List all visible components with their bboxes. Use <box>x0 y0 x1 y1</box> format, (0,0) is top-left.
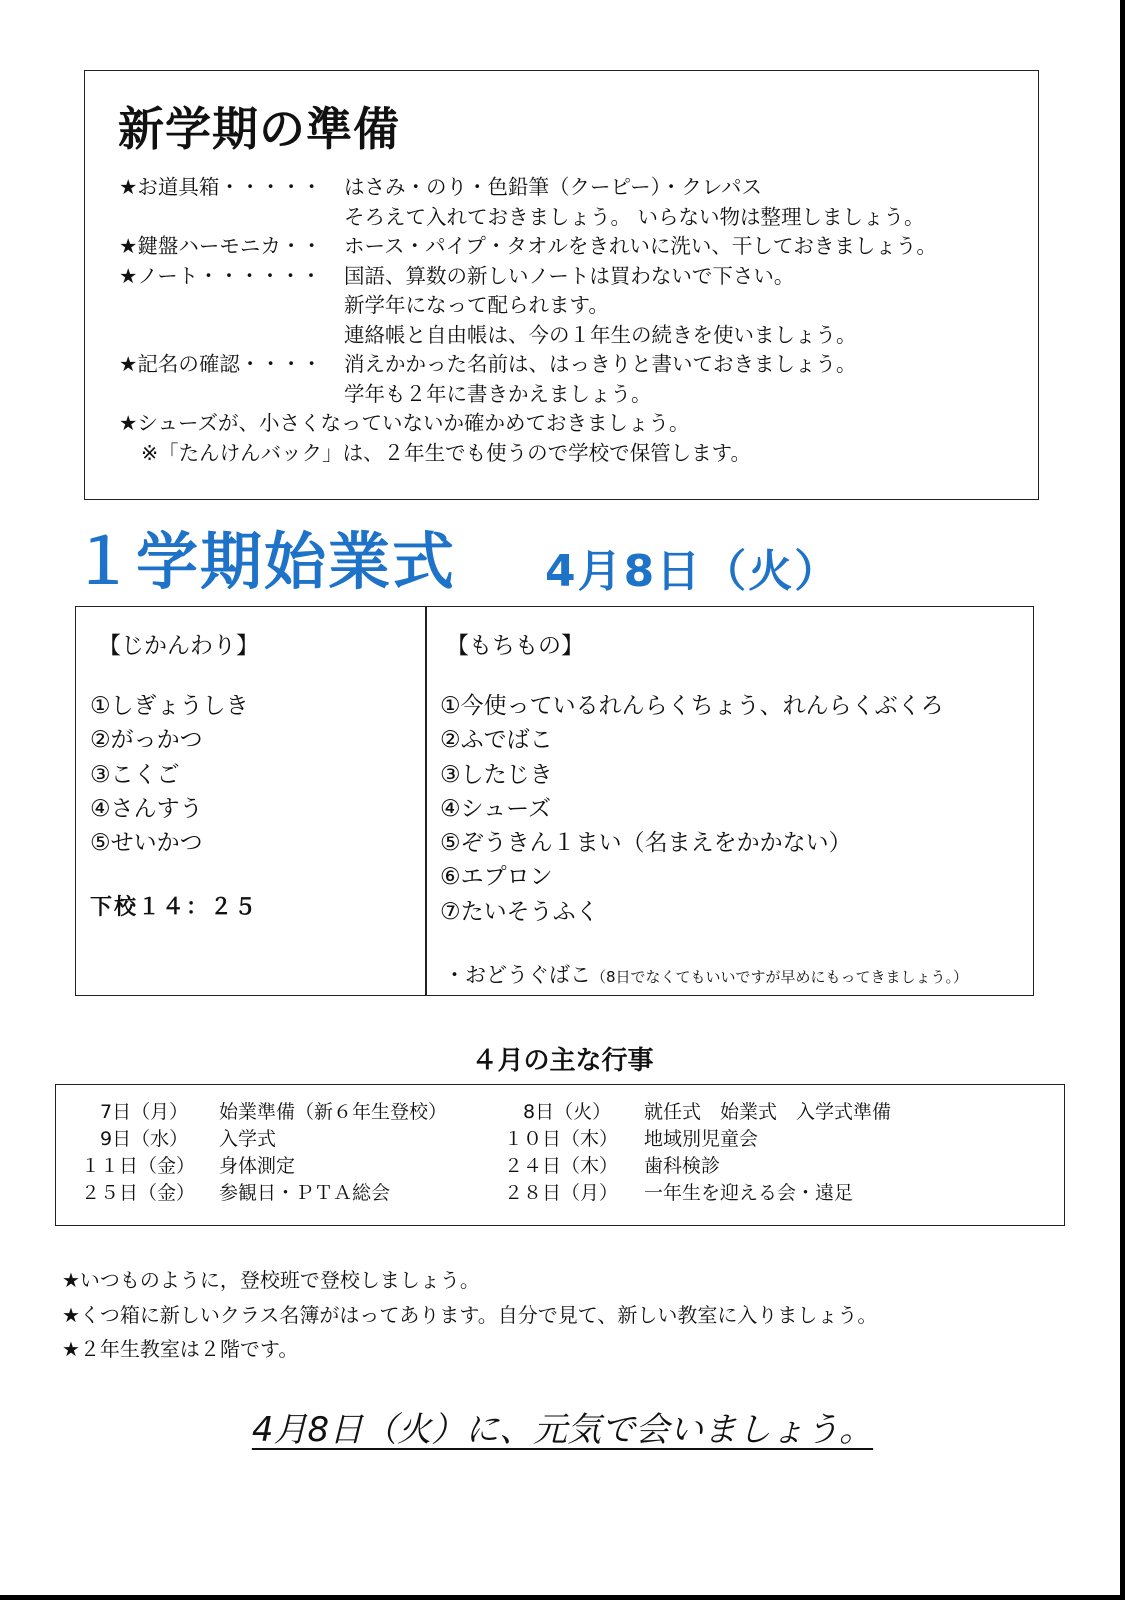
event-date: 7日（月） <box>81 1101 189 1123</box>
list-item: ②がっかつ <box>90 727 203 754</box>
preparation-text: 国語、算数の新しいノートは買わないで下さい。 <box>344 263 795 288</box>
event-name: 一年生を迎える会・遠足 <box>644 1182 854 1204</box>
ceremony-date: 4月8日（火） <box>545 546 841 597</box>
preparation-label: ★ノート・・・・・・ <box>119 263 322 288</box>
list-item: ③したじき <box>440 761 553 788</box>
preparation-row <box>119 262 1019 292</box>
table-row <box>81 1099 944 1126</box>
preparation-box <box>84 70 1039 500</box>
belongings-note <box>444 960 968 992</box>
preparation-text: そろえて入れておきましょう。 いらない物は整理しましょう。 <box>344 204 925 229</box>
belongings-note-main: ・おどうぐばこ <box>444 963 591 987</box>
closing-text: 4月8日（火）に、元気で会いましょう。 <box>251 1410 874 1450</box>
preparation-label: ★お道具箱・・・・・ <box>119 175 322 199</box>
preparation-row <box>119 321 1019 351</box>
preparation-label: ★鍵盤ハーモニカ・・ <box>119 234 322 258</box>
event-name: 入学式 <box>219 1128 277 1150</box>
event-name: 始業準備（新６年生登校） <box>219 1101 448 1123</box>
event-name: 身体測定 <box>219 1155 296 1177</box>
page-edge-right <box>1120 0 1125 1600</box>
list-item: ②ふでばこ <box>440 727 553 754</box>
note-line: ★くつ箱に新しいクラス名簿がはってあります。自分で見て、新しい教室に入りましょう。 <box>62 1302 878 1327</box>
events-table <box>81 1099 944 1207</box>
event-name: 参観日・ＰＴＡ総会 <box>219 1182 391 1204</box>
belongings-box <box>425 606 1034 996</box>
note-line: ★２年生教室は２階です。 <box>62 1337 299 1361</box>
event-name: 就任式 始業式 入学式準備 <box>644 1101 892 1123</box>
event-date: ２４日（木） <box>504 1155 619 1177</box>
events-box <box>55 1084 1065 1226</box>
event-date: 8日（火） <box>504 1101 612 1123</box>
list-item: ⑤せいかつ <box>90 830 203 857</box>
preparation-row <box>119 409 1019 439</box>
table-row <box>81 1153 944 1180</box>
preparation-label: ★記名の確認・・・・ <box>119 352 322 376</box>
preparation-row <box>119 350 1019 380</box>
event-name: 歯科検診 <box>644 1155 721 1177</box>
preparation-text: 新学年になって配られます。 <box>344 293 609 317</box>
list-item: ⑦たいそうふく <box>440 898 599 925</box>
preparation-note: ※「たんけんバック」は、２年生でも使うので学校で保管します。 <box>141 440 752 465</box>
list-item: ③こくご <box>90 761 180 788</box>
list-item: ①今使っているれんらくちょう、れんらくぶくろ <box>440 693 944 719</box>
preparation-row <box>119 232 1019 262</box>
preparation-list <box>119 173 1019 468</box>
preparation-row <box>119 380 1019 410</box>
preparation-title: 新学期の準備 <box>118 102 400 156</box>
table-row <box>81 1180 944 1207</box>
preparation-text: 消えかかった名前は、はっきりと書いておきましょう。 <box>344 352 857 376</box>
events-title: ４月の主な行事 <box>471 1046 654 1076</box>
timetable-list <box>90 689 249 860</box>
ceremony-title: １学期始業式 <box>72 525 457 598</box>
table-row <box>81 1126 944 1153</box>
event-name: 地域別児童会 <box>644 1128 759 1150</box>
event-date: １０日（木） <box>504 1128 619 1150</box>
preparation-row <box>119 173 1019 203</box>
notes-list <box>62 1263 877 1367</box>
event-date: １１日（金） <box>81 1155 196 1177</box>
timetable-box <box>75 606 427 996</box>
event-date: ２８日（月） <box>504 1182 619 1204</box>
preparation-label: ★シューズが、小さくなっていないか確かめておきましょう。 <box>119 411 690 435</box>
list-item: ⑤ぞうきん１まい（名まえをかかない） <box>440 830 852 857</box>
preparation-text: ホース・パイプ・タオルをきれいに洗い、干しておきましょう。 <box>344 234 937 258</box>
closing-message <box>0 1408 1125 1452</box>
preparation-row <box>119 203 1019 233</box>
list-item: ④シューズ <box>440 795 552 822</box>
note-line: ★いつものように，登校班で登校しましょう。 <box>62 1268 480 1292</box>
preparation-label <box>119 291 344 321</box>
preparation-text: 学年も２年に書きかえましょう。 <box>344 381 652 406</box>
timetable-heading: 【じかんわり】 <box>98 633 259 659</box>
dismissal-time: 下校１４：２５ <box>90 895 259 920</box>
list-item: ⑥エプロン <box>440 864 553 891</box>
list-item: ①しぎょうしき <box>90 693 249 719</box>
event-date: 9日（水） <box>81 1128 189 1150</box>
belongings-note-detail: （8日でなくてもいいですが早めにもってきましょう。） <box>591 968 969 986</box>
preparation-label <box>119 380 344 410</box>
preparation-text: はさみ・のり・色鉛筆（クーピー）・クレパス <box>344 175 762 199</box>
preparation-text: 連絡帳と自由帳は、今の１年生の続きを使いましょう。 <box>344 322 857 347</box>
event-date: ２５日（金） <box>81 1182 196 1204</box>
preparation-row <box>119 291 1019 321</box>
list-item: ④さんすう <box>90 795 203 822</box>
preparation-label <box>119 203 344 233</box>
belongings-heading: 【もちもの】 <box>446 633 584 659</box>
preparation-label <box>119 321 344 351</box>
belongings-list <box>440 689 944 929</box>
page-edge-bottom <box>0 1595 1125 1600</box>
